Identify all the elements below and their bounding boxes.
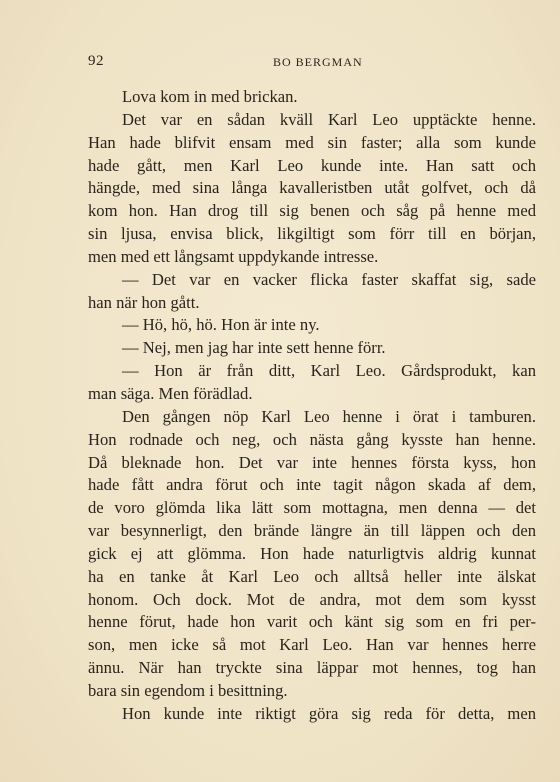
text-line: gick ej att glömma. Hon hade naturligtvis aldrig kunnat	[88, 543, 536, 563]
text-line: Det var en sådan kväll Karl Leo upptäckte henne.	[122, 109, 536, 129]
text-line: — Det var en vacker flicka faster skaffat sig, sade	[122, 269, 536, 289]
text-line: hängde, med sina långa kavalleristben utåt golfvet, och då	[88, 178, 536, 198]
page-header	[88, 53, 536, 71]
text-line: men med ett långsamt uppdykande intresse.	[88, 246, 379, 266]
text-line: hade gått, men Karl Leo kunde inte. Han satt och	[88, 155, 536, 175]
text-line: — Nej, men jag har inte sett henne förr.	[122, 338, 386, 358]
text-line: son, men icke så mot Karl Leo. Han var hennes herre	[88, 635, 536, 655]
text-line: kom hon. Han drog till sig benen och såg på henne med	[88, 201, 536, 221]
running-head: BO BERGMAN	[273, 55, 363, 69]
text-line: — Hon är från ditt, Karl Leo. Gårdsprodukt, kan	[122, 361, 536, 381]
text-line: ännu. När han tryckte sina läppar mot hennes, tog han	[88, 658, 536, 678]
text-line: man säga. Men förädlad.	[88, 383, 253, 403]
text-line: Hon kunde inte riktigt göra sig reda för detta, men	[122, 703, 536, 723]
text-line: bara sin egendom i besittning.	[88, 680, 288, 700]
body-text	[88, 86, 536, 726]
text-line: henne förut, hade hon varit och känt sig som en fri per-	[88, 612, 536, 632]
page-number: 92	[88, 53, 104, 69]
text-line: han när hon gått.	[88, 292, 200, 312]
text-line: de voro glömda lika lätt som mottagna, men denna — det	[88, 498, 536, 518]
text-line: Den gången nöp Karl Leo henne i örat i tamburen.	[122, 406, 536, 426]
text-line: honom. Och dock. Mot de andra, mot dem som kysst	[88, 589, 536, 609]
text-line: sin ljusa, envisa blick, likgiltigt som förr till en början,	[88, 224, 536, 244]
text-line: ha en tanke åt Karl Leo och alltså heller inte älskat	[88, 566, 536, 586]
text-line: — Hö, hö, hö. Hon är inte ny.	[122, 315, 320, 335]
text-line: Hon rodnade och neg, och nästa gång kysste han henne.	[88, 429, 536, 449]
text-line: Han hade blifvit ensam med sin faster; alla som kunde	[88, 132, 536, 152]
text-line: var besynnerligt, den brände längre än till läppen och den	[88, 521, 536, 541]
text-line: hade fått andra förut och inte tagit någon skada af dem,	[88, 475, 536, 495]
text-line: Lova kom in med brickan.	[122, 87, 298, 106]
text-line: Då bleknade hon. Det var inte hennes första kyss, hon	[88, 452, 536, 472]
